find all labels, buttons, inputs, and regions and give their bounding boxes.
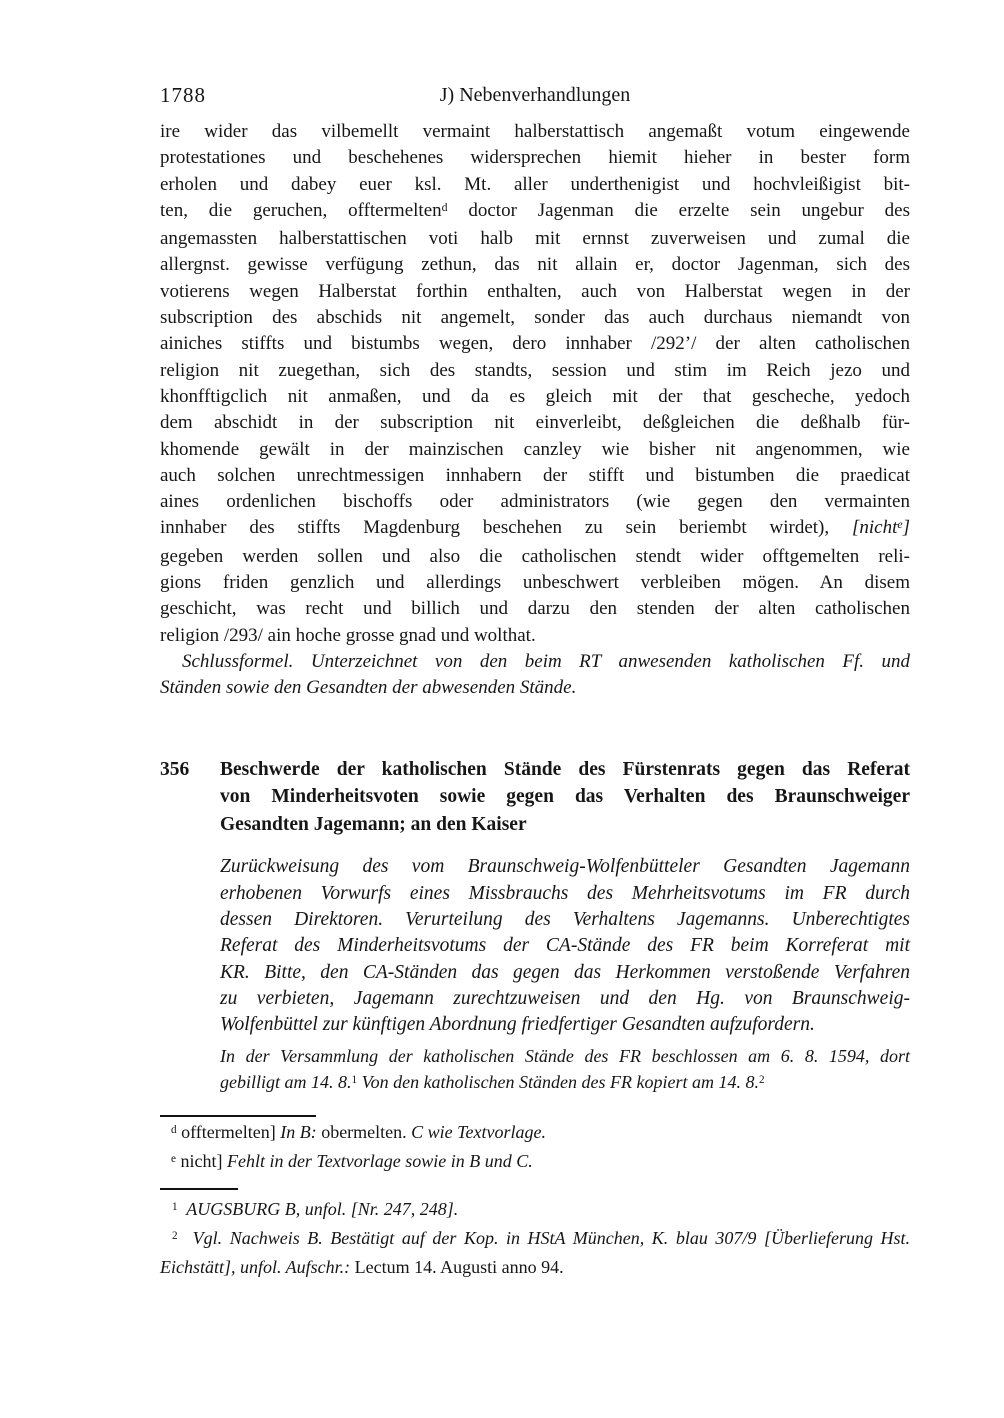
running-head (160, 82, 910, 109)
body-line: subscription des abschids nit angemelt, sonder das auch durchaus niemandt von (160, 307, 910, 329)
provenance-line: gebilligt am 14. 8.$^1$ Von den katholischen Ständen des FR kopiert am 14. 8.$^2$ (220, 1072, 765, 1093)
reference-footnote-line: $^2$ Vgl. Nachweis B. Bestätigt auf der Kop. in HStA München, K. blau 307/9 [Überlieferung Hst. (172, 1228, 910, 1249)
summary-line: Wolfenbüttel zur künftigen Abordnung friedfertiger Gesandten aufzufordern. (220, 1014, 815, 1036)
page-number: 1788 (160, 83, 206, 107)
summary-line: Zurückweisung des vom Braunschweig-Wolfenbütteler Gesandten Jagemann (220, 856, 910, 878)
body-line: protestationes und beschehenes widersprechen hiemit hieher in bester form (160, 147, 910, 169)
summary-line: KR. Bitte, den CA-Ständen das gegen das Herkommen verstoßende Verfahren (220, 961, 910, 983)
variant-footnote-line: $^d$ offtermelten] In B: obermelten. C wie Textvorlage. (171, 1122, 546, 1143)
reference-footnote-line: $^1$ AUGSBURG B, unfol. [Nr. 247, 248]. (172, 1199, 459, 1220)
section-heading (160, 756, 910, 839)
body-line: khonfftigclich nit anmaßen, und da es gleich mit der that gescheche, yedoch (160, 385, 910, 407)
variants-rule (160, 1115, 316, 1117)
body-line: allergnst. gewisse verfügung zethun, das nit allain er, doctor Jagenman, sich des (160, 254, 910, 276)
reference-footnote-line: Eichstätt], unfol. Aufschr.: Lectum 14. Augusti anno 94. (160, 1257, 564, 1278)
summary-line: Referat des Minderheitsvotums der CA-Stände des FR beim Korreferat mit (220, 935, 910, 957)
provenance-text (220, 1043, 910, 1098)
body-line: auch solchen unrechtmessigen innhabern der stifft und bistumben die praedicat (160, 464, 910, 486)
heading-line: von Minderheitsvoten sowie gegen das Verhalten des Braunschweiger (220, 786, 910, 808)
body-line: khomende gewält in der mainzischen canzley wie bisher nit angenommen, wie (160, 438, 910, 460)
reference-footnotes (160, 1196, 910, 1280)
references-rule (160, 1188, 238, 1190)
summary-line: zu verbieten, Jagemann zurechtzuweisen und den Hg. von Braunschweig- (220, 987, 910, 1009)
summary-line: erhobenen Vorwurfs eines Missbrauchs des Mehrheitsvotums im FR durch (220, 882, 910, 904)
body-line: religion nit zuegethan, sich des standts, session und stim im Reich jezo und (160, 359, 910, 381)
body-line: gions friden genzlich und allerdings unbeschwert verbleiben mögen. An disem (160, 572, 910, 594)
body-line: dem abschidt in der subscription nit einverleibt, deßgleichen die deßhalb für- (160, 412, 910, 434)
body-line: innhaber des stiffts Magdenburg beschehen zu sein beriembt wirdet), [nicht$^e$] (160, 517, 910, 539)
closing-line: Ständen sowie den Gesandten der abwesenden Stände. (160, 677, 577, 699)
heading-line: Gesandten Jagemann; an den Kaiser (220, 813, 527, 835)
section-number: 356 (160, 758, 190, 780)
text-column (160, 82, 910, 1280)
body-line: votierens wegen Halberstat forthin enthalten, auch von Halberstat wegen in der (160, 280, 910, 302)
variant-footnote-line: $^e$ nicht] Fehlt in der Textvorlage sowie in B und C. (171, 1151, 533, 1172)
body-line: angemassten halberstattischen voti halb mit ernnst zuverweisen und zumal die (160, 228, 910, 250)
body-line: ten, die geruchen, offtermelten$^d$ doctor Jagenman die erzelte sein ungebur des (160, 199, 910, 221)
running-title: J) Nebenverhandlungen (439, 84, 631, 106)
body-line: erholen und dabey euer ksl. Mt. aller underthenigist und hochvleißigist bit- (160, 173, 910, 195)
summary-line: dessen Direktoren. Verurteilung des Verhaltens Jagemanns. Unberechtigtes (220, 908, 910, 930)
body-text (160, 119, 910, 649)
closing-formula (160, 649, 910, 702)
body-line: geschicht, was recht und billich und darzu den stenden der alten catholischen (160, 598, 910, 620)
summary-text (220, 854, 910, 1038)
body-line: gegeben werden sollen und also die catholischen stendt wider offtgemelten reli- (160, 545, 910, 567)
heading-line: Beschwerde der katholischen Stände des Fürstenrats gegen das Referat (220, 758, 910, 780)
body-line: ire wider das vilbemellt vermaint halberstattisch angemaßt votum eingewende (160, 121, 910, 142)
variant-footnotes (160, 1119, 910, 1177)
provenance-line: In der Versammlung der katholischen Stände des FR beschlossen am 6. 8. 1594, dort (220, 1046, 910, 1067)
body-line: religion /293/ ain hoche grosse gnad und wolthat. (160, 624, 536, 646)
closing-line: Schlussformel. Unterzeichnet von den beim RT anwesenden katholischen Ff. und (182, 650, 910, 672)
body-line: aines ordenlichen bischoffs oder administrators (wie gegen den vermainten (160, 491, 910, 513)
body-line: ainiches stiffts und bistumbs wegen, dero innhaber /292’/ der alten catholischen (160, 333, 910, 355)
section-title (220, 756, 910, 839)
